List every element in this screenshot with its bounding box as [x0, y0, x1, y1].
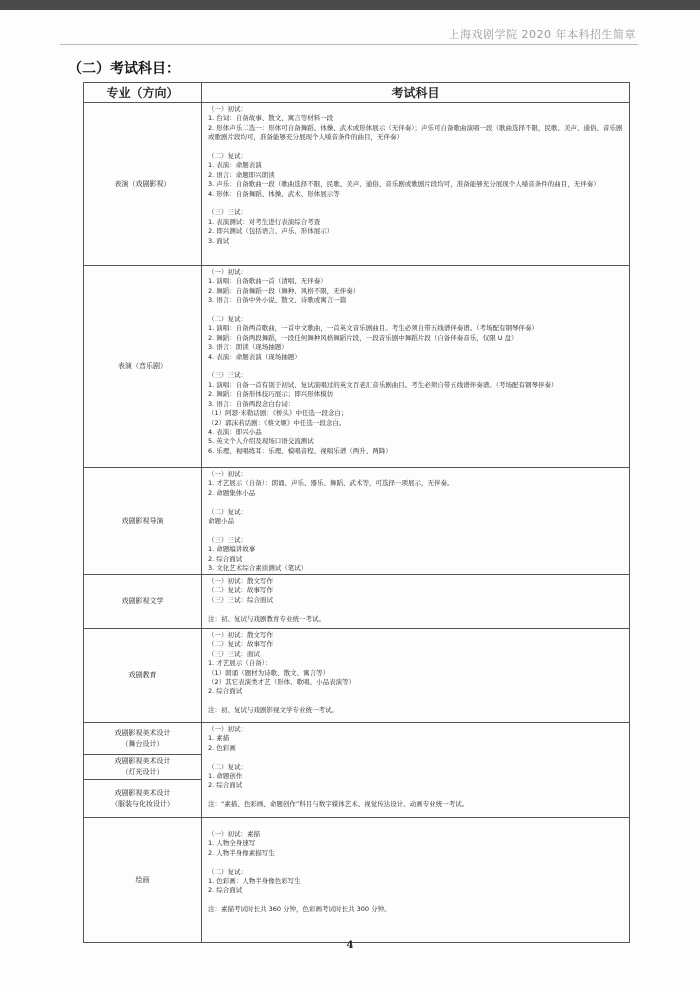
subjects-cell: （一）初试：散文写作 （二）复试：故事写作 （三）三试：综合面试 注：初、复试与戏剧教育专业统一考试。 [202, 575, 630, 629]
column-header-subjects: 考试科目 [202, 83, 630, 103]
major-name: 戏剧影视美术设计 [114, 757, 171, 765]
major-cell: 戏剧影视导演 [84, 468, 202, 575]
column-header-major: 专业（方向） [84, 83, 202, 103]
major-name: 戏剧影视美术设计 [114, 788, 171, 797]
page-number: 4 [346, 940, 354, 951]
subjects-cell: （一）初试：素描 1. 人物全身速写 2. 人物半身像素描写生 （二）复试： 1. 色彩画：人物半身像色彩写生 2. 综合面试 注：素描考试时长共 360 分钟，色彩画考试时长共 300 分钟。 [202, 818, 630, 943]
subjects-cell: （一）初试： 1. 演唱：自备歌曲一首（清唱、无伴奏） 2. 舞蹈：自备舞蹈一段（舞种、风格不限，无伴奏） 3. 语言：自备中外小说、散文、诗歌或寓言一篇 （二）复试： 1. 演唱：自备两首歌曲，一首中文歌曲，一首英文音乐剧曲目。考生必须自带五线谱伴奏谱。（考场配有钢琴伴奏） 2. 舞蹈：自备两段舞蹈，一段任何舞种风格舞蹈片段，一段音乐剧中舞蹈片段（自备伴奏音乐，仅限 U 盘） 3. 语言：朗读（现场抽题） 4. 表演：命题表演（现场抽题） （三）三试： 1. 演唱：自备一首有别于初试、复试演唱过的英文百老汇音乐剧曲目。考生必须自带五线谱伴奏谱。（考场配有钢琴伴奏） 2. 舞蹈：自备形体技巧展示；即兴形体模仿 3. 语言：自备两段念白台词： （1）阿瑟·米勒话剧：《桥头》中任选一段念白； （2）郭沫若话剧：《蔡文姬》中任选一段念白。 4. 表演：即兴小品 5. 英文个人介绍及现场口语交流测试 6. 乐理、视唱练耳：乐理、模唱音程、视唱乐谱（两升、两降） [202, 266, 630, 468]
subjects-cell: （一）初试：散文写作 （二）复试：故事写作 （三）三试：面试 1. 才艺展示（自备）： （1）朗诵（题材为诗歌、散文、寓言等） （2）其它表演类才艺（形体、歌唱、小品表演等） 2. 综合面试 注：初、复试与戏剧影视文学专业统一考试。 [202, 629, 630, 723]
running-header: 上海戏剧学院 2020 年本科招生简章 [448, 28, 636, 41]
table-row [84, 575, 630, 629]
major-cell: 表演（音乐剧） [84, 266, 202, 468]
header-rule [60, 44, 638, 45]
major-direction: （服装与化妆设计） [111, 799, 174, 808]
major-direction: （舞台设计） [121, 739, 164, 748]
major-direction: （灯光设计） [121, 768, 164, 776]
table-header-row [84, 83, 630, 103]
major-cell: 戏剧教育 [84, 629, 202, 723]
major-name: 戏剧影视美术设计 [114, 728, 171, 737]
exam-subjects-table [83, 82, 630, 943]
table-row [84, 468, 630, 575]
major-cell [84, 755, 202, 780]
table-row [84, 103, 630, 266]
section-title: （二）考试科目： [68, 61, 180, 77]
major-cell [84, 780, 202, 818]
subjects-cell: （一）初试： 1. 素描 2. 色彩画 （二）复试： 1. 命题创作 2. 综合面试 注：“素描、色彩画、命题创作”科目与数字媒体艺术、视觉传达设计、动画专业统一考试。 [202, 723, 630, 818]
major-cell: 绘画 [84, 818, 202, 943]
subjects-cell: （一）初试： 1. 才艺展示（自备）：朗诵、声乐、器乐、舞蹈、武术等，可选择一项展示，无伴奏。 2. 命题集体小品 （二）复试： 命题小品 （三）三试： 1. 命题编讲故事 2. 综合面试 3. 文化艺术综合素质测试（笔试） [202, 468, 630, 575]
table-row [84, 723, 630, 755]
table-row [84, 818, 630, 943]
table-row [84, 266, 630, 468]
major-cell: 戏剧影视文学 [84, 575, 202, 629]
major-cell: 表演（戏剧影视） [84, 103, 202, 266]
table-row [84, 629, 630, 723]
major-cell [84, 723, 202, 755]
subjects-cell: （一）初试： 1. 台词：自备故事、散文、寓言等材料一段 2. 形体声乐二选一：形体可自备舞蹈、体操、武术或形体展示（无伴奏）；声乐可自备歌曲演唱一段（歌曲选择不限，民歌、美声、通俗、音乐剧或歌剧片段均可，准备能够充分展现个人嗓音条件的曲目，无伴奏） （二）复试： 1. 表演：命题表演 2. 语言：命题即兴朗读 3. 声乐：自备歌曲一段（歌曲选择不限，民歌、美声、通俗、音乐剧或歌剧片段均可，准备能够充分展现个人嗓音条件的曲目，无伴奏） 4. 形体：自备舞蹈、体操、武术、形体展示等 （三）三试： 1. 表演测试：对考生进行表演综合考查 2. 即兴测试（包括语言、声乐、形体展示） 3. 面试 [202, 103, 630, 266]
top-border [0, 0, 700, 10]
